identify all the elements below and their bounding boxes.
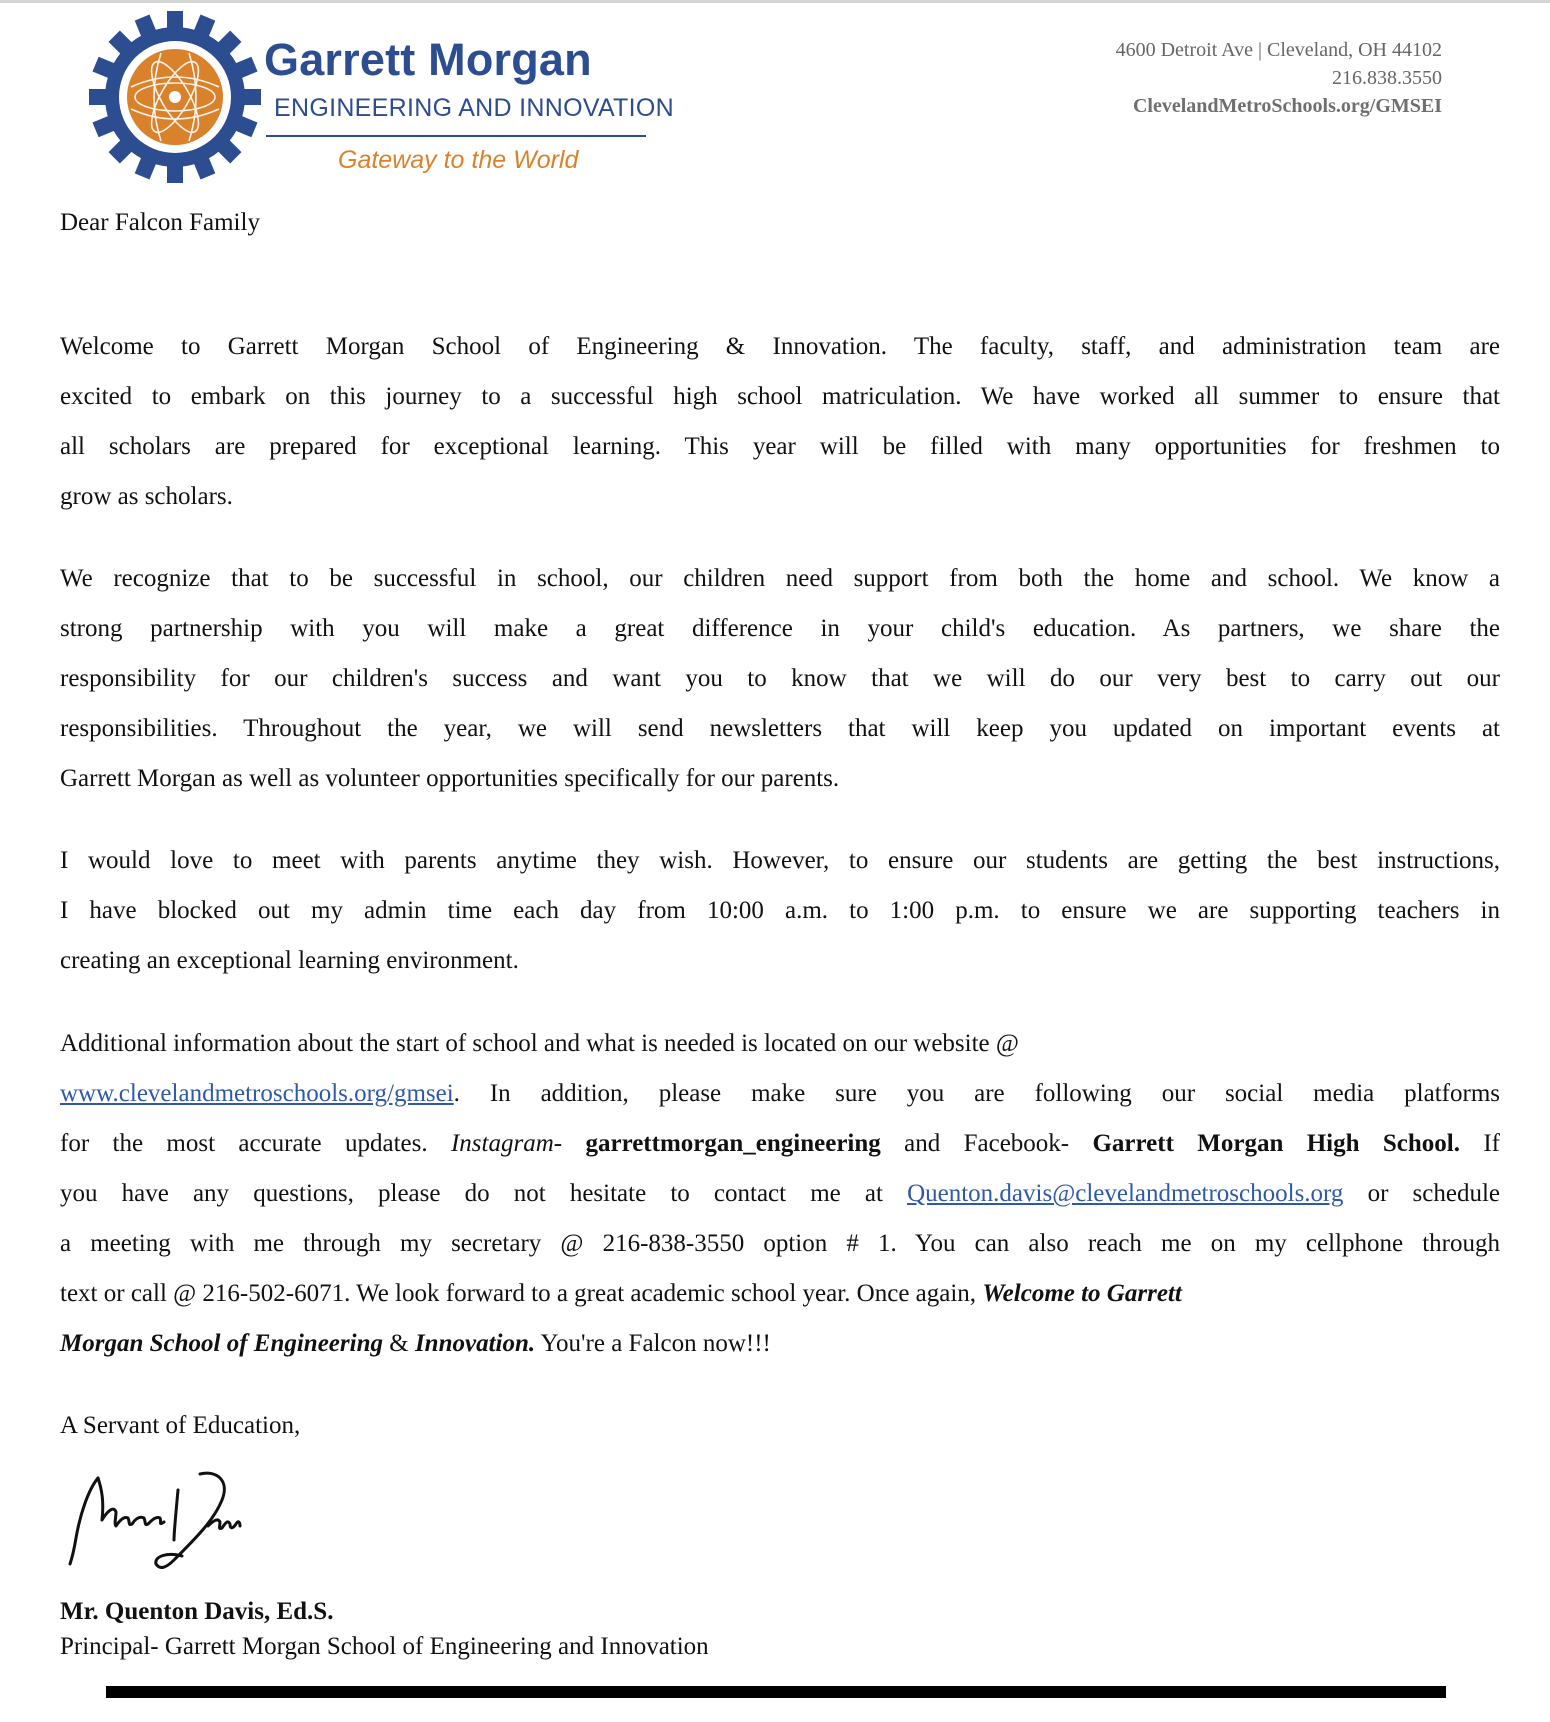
paragraph-line: Garrett Morgan as well as volunteer opportunities specifically for our parents. (60, 765, 840, 792)
paragraph-line (60, 1069, 1500, 1119)
phone: 216.838.3550 (1332, 67, 1442, 89)
text-segment: - (553, 1130, 586, 1157)
website-link[interactable]: www.clevelandmetroschools.org/gmsei (60, 1080, 454, 1107)
paragraph-line (60, 1119, 1500, 1169)
signer-name: Mr. Quenton Davis, Ed.S. (60, 1598, 334, 1625)
school-subtitle: ENGINEERING AND INNOVATION (274, 94, 674, 122)
paragraph-line: all scholars are prepared for exceptional learning. This year will be filled with many opportunities for freshmen to (60, 433, 1500, 460)
paragraph-partnership (60, 554, 1500, 804)
paragraph-welcome (60, 322, 1500, 522)
welcome-emphasis: Welcome to Garrett (982, 1280, 1182, 1307)
paragraph-line: strong partnership with you will make a great difference in your child's education. As partners, we share the (60, 615, 1500, 642)
signer-title: Principal- Garrett Morgan School of Engineering and Innovation (60, 1633, 709, 1660)
text-segment: and Facebook- (880, 1130, 1093, 1157)
text-segment: . In addition, please make sure you are following our social media platforms (453, 1080, 1500, 1107)
welcome-emphasis: Innovation. (414, 1330, 536, 1357)
top-border (0, 0, 1550, 3)
paragraph-line: I would love to meet with parents anytime they wish. However, to ensure our students are getting the best instructions, (60, 847, 1500, 874)
paragraph-line: We recognize that to be successful in school, our children need support from both the home and school. We know a (60, 565, 1500, 592)
text-segment: text or call @ 216-502-6071. We look forward to a great academic school year. Once again, (60, 1280, 983, 1307)
city: Cleveland, OH 44102 (1267, 39, 1442, 61)
instagram-handle: garrettmorgan_engineering (585, 1130, 881, 1157)
paragraph-contact-info (60, 1019, 1500, 1369)
website: ClevelandMetroSchools.org/GMSEI (1132, 95, 1442, 117)
paragraph-line (60, 1169, 1500, 1219)
school-name: Garrett Morgan (264, 34, 592, 85)
text-segment: for the most accurate updates. (60, 1130, 451, 1157)
paragraph-meetings (60, 836, 1500, 986)
text-segment: you have any questions, please do not hesitate to contact me at (60, 1180, 908, 1207)
email-link[interactable]: Quenton.davis@clevelandmetroschools.org (907, 1180, 1344, 1207)
bottom-divider (106, 1686, 1446, 1698)
paragraph-line: I have blocked out my admin time each day from 10:00 a.m. to 1:00 p.m. to ensure we are supporting teachers in (60, 897, 1500, 924)
paragraph-line: grow as scholars. (60, 483, 233, 510)
closing: A Servant of Education, (60, 1412, 301, 1439)
paragraph-line: Welcome to Garrett Morgan School of Engineering & Innovation. The faculty, staff, and administration team are (60, 333, 1500, 360)
paragraph-line: creating an exceptional learning environment. (60, 947, 519, 974)
text-segment: or schedule (1343, 1180, 1500, 1207)
handwritten-signature (58, 1460, 258, 1580)
paragraph-line (60, 1319, 1500, 1369)
address: 4600 Detroit Ave (1115, 39, 1253, 61)
paragraph-line: Additional information about the start of school and what is needed is located on our website @ (60, 1030, 1019, 1057)
school-contact (1116, 36, 1442, 120)
paragraph-line: a meeting with me through my secretary @ 216-838-3550 option # 1. You can also reach me on my cellphone through (60, 1230, 1500, 1257)
paragraph-line (60, 1269, 1500, 1319)
text-segment: & (383, 1330, 415, 1357)
paragraph-line: responsibility for our children's success and want you to know that we will do our very best to carry out our (60, 665, 1500, 692)
school-logo (88, 10, 674, 190)
text-segment: You're a Falcon now!!! (535, 1330, 771, 1357)
salutation: Dear Falcon Family (60, 209, 260, 236)
logo-divider (266, 135, 646, 137)
paragraph-line: excited to embark on this journey to a successful high school matriculation. We have worked all summer to ensure that (60, 383, 1500, 410)
welcome-emphasis: Morgan School of Engineering (60, 1330, 383, 1357)
school-tagline: Gateway to the World (338, 146, 579, 174)
gear-logo-icon (88, 10, 262, 184)
text-segment: If (1459, 1130, 1500, 1157)
paragraph-line: responsibilities. Throughout the year, we will send newsletters that will keep you updated on important events at (60, 715, 1500, 742)
address-separator: | (1258, 39, 1263, 61)
facebook-page: Garrett Morgan High School. (1092, 1130, 1460, 1157)
address-line (1116, 36, 1442, 64)
instagram-label: Instagram (450, 1130, 554, 1157)
